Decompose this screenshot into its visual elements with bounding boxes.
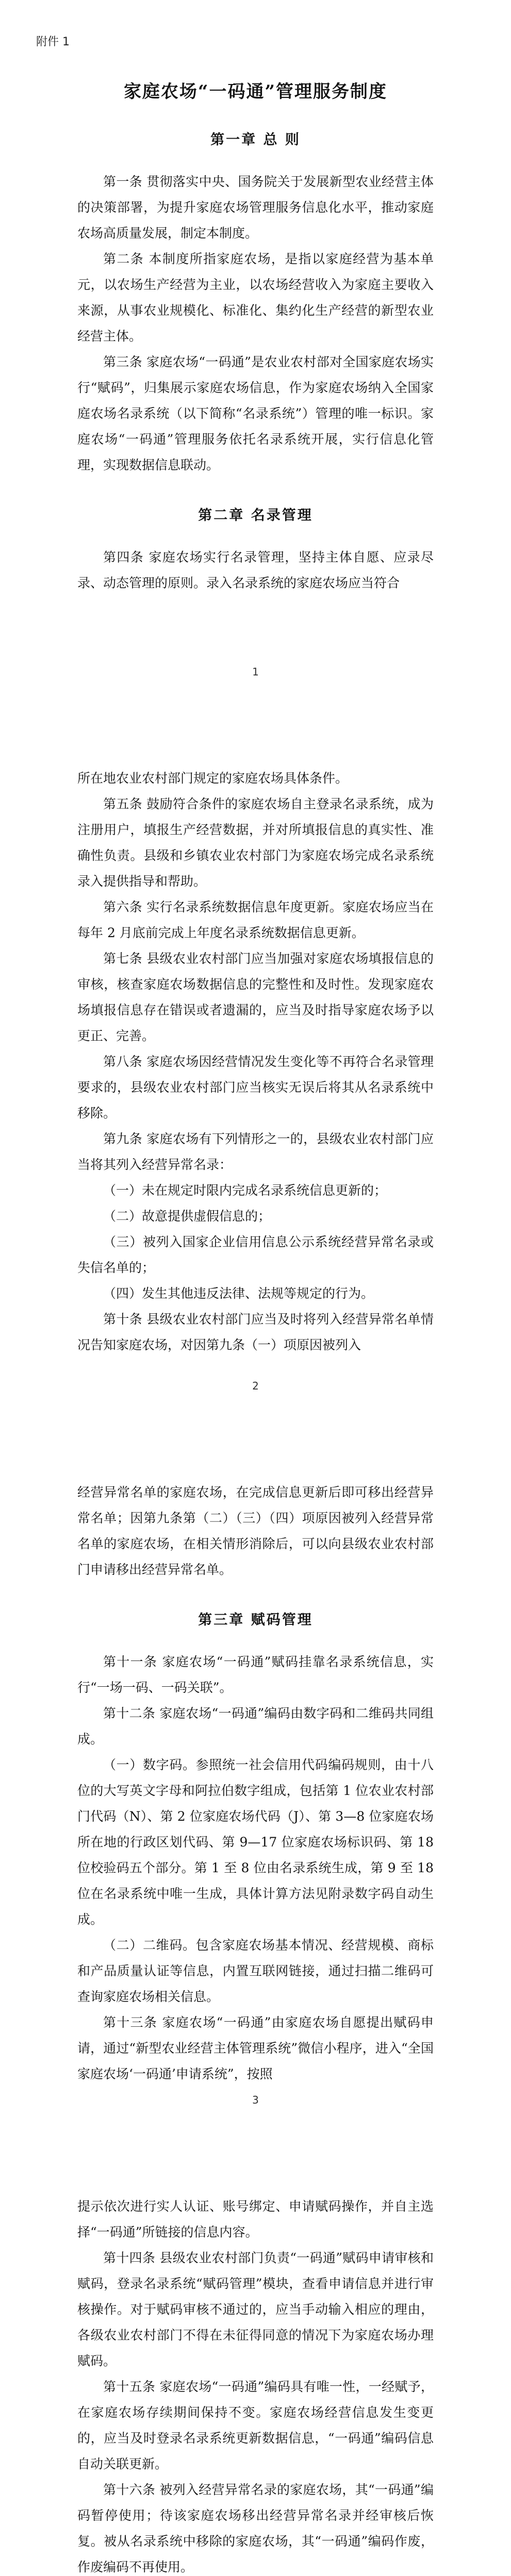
article-paragraph: 第十六条 被列入经营异常名录的家庭农场，其“一码通”编码暂停使用；待该家庭农场移出经营异常名录并经审核后恢复。被从名录系统中移除的家庭农场，其“一码通”编码作废，作废编码不再使用。 [77, 2482, 434, 2574]
article-paragraph: 第六条 实行名录系统数据信息年度更新。家庭农场应当在每年 2 月底前完成上年度名录系统数据信息更新。 [77, 900, 434, 940]
page-number: 1 [252, 666, 259, 678]
article-paragraph: （一）数字码。参照统一社会信用代码编码规则，由十八位的大写英文字母和阿拉伯数字组成，包括第 1 位农业农村部门代码（N）、第 2 位家庭农场代码（J）、第 3—8 位家庭农场所在地的行政区划代码、第 9—17 位家庭农场标识码、第 18 位校验码五个部分。第 1 至 8 位由名录系统生成，第 9 至 18 位在名录系统中唯一生成，具体计算方法见附录数字码自动生成。 [77, 1757, 434, 1927]
article-paragraph: 第二条 本制度所指家庭农场，是指以家庭经营为基本单元，以农场生产经营为主业，以农场经营收入为家庭主要收入来源，从事农业规模化、标准化、集约化生产经营的新型农业经营主体。 [77, 251, 434, 344]
article-paragraph: 第十五条 家庭农场“一码通”编码具有唯一性，一经赋予，在家庭农场存续期间保持不变。家庭农场经营信息发生变更的，应当及时登录名录系统更新数据信息，“一码通”编码信息自动关联更新。 [77, 2379, 434, 2471]
article-paragraph: 第七条 县级农业农村部门应当加强对家庭农场填报信息的审核，核查家庭农场数据信息的完整性和及时性。发现家庭农场填报信息存在错误或者遗漏的，应当及时指导家庭农场予以更正、完善。 [77, 951, 434, 1043]
article-paragraph: 第四条 家庭农场实行名录管理，坚持主体自愿、应录尽录、动态管理的原则。录入名录系统的家庭农场应当符合 [77, 550, 434, 590]
paragraph-continuation: 经营异常名单的家庭农场，在完成信息更新后即可移出经营异常名单；因第九条第（二）（三）（四）项原因被列入经营异常名单的家庭农场，在相关情形消除后，可以向县级农业农村部门申请移出经营异常名单。 [77, 1485, 434, 1577]
article-paragraph: 第十二条 家庭农场“一码通”编码由数字码和二维码共同组成。 [77, 1706, 434, 1747]
paragraph-continuation: 提示依次进行实人认证、账号绑定、申请赋码操作，并自主选择“一码通”所链接的信息内容。 [77, 2199, 434, 2240]
article-paragraph: （三）被列入国家企业信用信息公示系统经营异常名录或失信名单的； [77, 1234, 434, 1275]
document-title: 家庭农场“一码通”管理服务制度 [123, 81, 388, 102]
page-number: 2 [252, 1380, 259, 1392]
page-content [77, 2194, 434, 2576]
page-number: 3 [252, 2094, 259, 2106]
article-paragraph: 第十四条 县级农业农村部门负责“一码通”赋码申请审核和赋码，登录名录系统“赋码管理”模块，查看申请信息并进行审核操作。对于赋码审核不通过的，应当手动输入相应的理由，各级农业农村部门不得在未征得同意的情况下为家庭农场办理赋码。 [77, 2250, 434, 2368]
article-paragraph: 第十三条 家庭农场“一码通”由家庭农场自愿提出赋码申请，通过“新型农业经营主体管理系统”微信小程序，进入“全国家庭农场‘一码通’申请系统”，按照 [77, 2015, 434, 2081]
article-paragraph: （二）故意提供虚假信息的； [103, 1209, 271, 1224]
article-paragraph: 第八条 家庭农场因经营情况发生变化等不再符合名录管理要求的，县级农业农村部门应当核实无误后将其从名录系统中移除。 [77, 1054, 434, 1121]
document-page [0, 2142, 511, 2576]
document-page [0, 1428, 511, 2142]
article-paragraph: （四）发生其他违反法律、法规等规定的行为。 [103, 1286, 374, 1301]
page-content [77, 0, 434, 596]
article-paragraph: 第五条 鼓励符合条件的家庭农场自主登录名录系统，成为注册用户，填报生产经营数据，并对所填报信息的真实性、准确性负责。县级和乡镇农业农村部门为家庭农场完成名录系统录入提供指导和帮助。 [77, 796, 434, 889]
article-paragraph: 第九条 家庭农场有下列情形之一的，县级农业农村部门应当将其列入经营异常名录： [77, 1131, 434, 1172]
chapter-heading: 第一章 总 则 [210, 132, 301, 148]
page-content [77, 1480, 434, 2087]
article-paragraph: 第一条 贯彻落实中央、国务院关于发展新型农业经营主体的决策部署，为提升家庭农场管理服务信息化水平，推动家庭农场高质量发展，制定本制度。 [77, 174, 434, 241]
article-paragraph: （一）未在规定时限内完成名录系统信息更新的； [103, 1183, 387, 1198]
page-content [77, 766, 434, 1358]
document-page [0, 714, 511, 1428]
article-paragraph: 第三条 家庭农场“一码通”是农业农村部对全国家庭农场实行“赋码”，归集展示家庭农场信息，作为家庭农场纳入全国家庭农场名录系统（以下简称“名录系统”）管理的唯一标识。家庭农场“一码通”管理服务依托名录系统开展，实行信息化管理，实现数据信息联动。 [77, 354, 434, 472]
annex-label: 附件 1 [36, 36, 70, 48]
chapter-heading: 第三章 赋码管理 [198, 1612, 313, 1628]
article-paragraph: （二）二维码。包含家庭农场基本情况、经营规模、商标和产品质量认证等信息，内置互联网链接，通过扫描二维码可查询家庭农场相关信息。 [77, 1938, 434, 2004]
document-page [0, 0, 511, 714]
chapter-heading: 第二章 名录管理 [198, 507, 313, 523]
paragraph-continuation: 所在地农业农村部门规定的家庭农场具体条件。 [77, 771, 349, 786]
article-paragraph: 第十一条 家庭农场“一码通”赋码挂靠名录系统信息，实行“一场一码、一码关联”。 [77, 1654, 434, 1695]
article-paragraph: 第十条 县级农业农村部门应当及时将列入经营异常名单情况告知家庭农场，对因第九条（一）项原因被列入 [77, 1312, 434, 1352]
